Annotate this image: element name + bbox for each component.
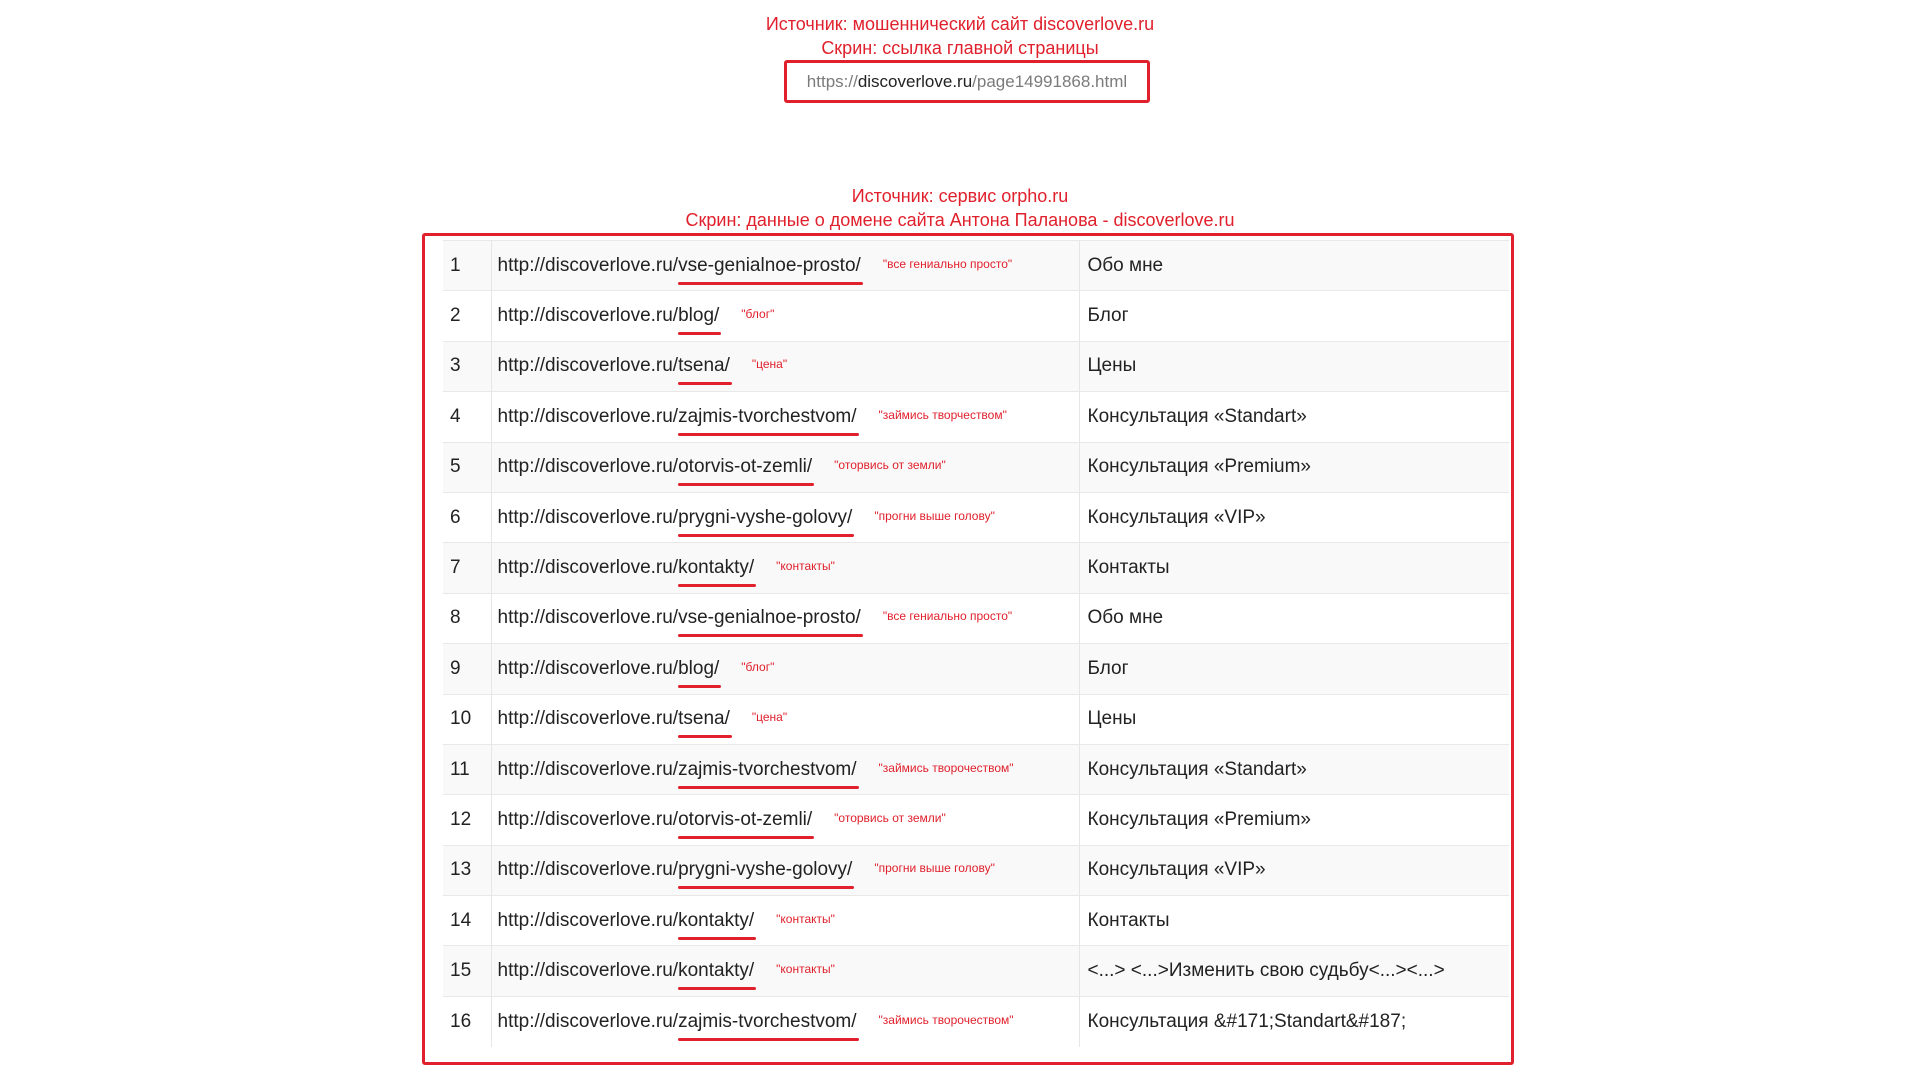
url-path-underlined: blog/: [678, 305, 720, 327]
domain-pages-table: [443, 240, 1509, 1047]
row-page-title: Обо мне: [1079, 593, 1509, 643]
row-page-title: Цены: [1079, 341, 1509, 391]
row-url-cell: [491, 241, 1079, 291]
table-row: [443, 593, 1509, 643]
url-path-underlined: zajmis-tvorchestvom/: [678, 1010, 857, 1032]
url-path: /page14991868.html: [972, 71, 1128, 91]
table-row: [443, 291, 1509, 341]
url-base: http://discoverlove.ru/: [497, 758, 679, 780]
caption-line: Источник: мошеннический сайт discoverlove.ru: [765, 14, 1155, 34]
url-path-underlined: prygni-vyshe-golovy/: [678, 506, 853, 528]
row-url-cell: [491, 341, 1079, 391]
url-base: http://discoverlove.ru/: [497, 456, 679, 478]
url-base: http://discoverlove.ru/: [497, 506, 679, 528]
url-base: http://discoverlove.ru/: [497, 1010, 679, 1032]
row-number: 16: [443, 996, 491, 1046]
table-row: [443, 543, 1509, 593]
row-page-title: Блог: [1079, 291, 1509, 341]
row-number: 12: [443, 795, 491, 845]
table-row: [443, 492, 1509, 542]
url-path-underlined: zajmis-tvorchestvom/: [678, 405, 857, 427]
url-path-underlined: blog/: [678, 657, 720, 679]
url-base: http://discoverlove.ru/: [497, 305, 679, 327]
url-base: http://discoverlove.ru/: [497, 708, 679, 730]
row-number: 15: [443, 946, 491, 996]
row-url-cell: [491, 896, 1079, 946]
url-path-underlined: tsena/: [678, 355, 730, 377]
translation-note: "цена": [751, 710, 788, 725]
translation-note: "оторвись от земли": [834, 458, 946, 473]
table-row: [443, 241, 1509, 291]
url-path-underlined: vse-genialnoe-prosto/: [678, 254, 861, 276]
translation-note: "прогни выше голову": [874, 508, 995, 523]
url-base: http://discoverlove.ru/: [497, 859, 679, 881]
table-row: [443, 896, 1509, 946]
row-page-title: Консультация «Premium»: [1079, 442, 1509, 492]
row-page-title: Консультация «Standart»: [1079, 392, 1509, 442]
row-page-title: Обо мне: [1079, 241, 1509, 291]
row-number: 5: [443, 442, 491, 492]
row-url-cell: [491, 996, 1079, 1046]
translation-note: "контакты": [776, 962, 835, 977]
url-path-underlined: kontakty/: [678, 557, 755, 579]
caption-line: Скрин: ссылка главной страницы: [821, 38, 1099, 58]
url-base: http://discoverlove.ru/: [497, 607, 679, 629]
row-url-cell: [491, 845, 1079, 895]
translation-note: "оторвись от земли": [834, 810, 946, 825]
row-url-cell: [491, 694, 1079, 744]
source-caption-middle: [0, 184, 1920, 232]
url-path-underlined: tsena/: [678, 708, 730, 730]
table-row: [443, 694, 1509, 744]
table-row: [443, 341, 1509, 391]
url-base: http://discoverlove.ru/: [497, 808, 679, 830]
url-base: http://discoverlove.ru/: [497, 960, 679, 982]
caption-line: Скрин: данные о домене сайта Антона Паланова - discoverlove.ru: [685, 210, 1235, 230]
row-number: 2: [443, 291, 491, 341]
url-path-underlined: kontakty/: [678, 909, 755, 931]
url-path-underlined: otorvis-ot-zemli/: [678, 456, 813, 478]
row-page-title: Консультация «VIP»: [1079, 845, 1509, 895]
row-url-cell: [491, 442, 1079, 492]
table-row: [443, 946, 1509, 996]
url-base: http://discoverlove.ru/: [497, 909, 679, 931]
table-row: [443, 442, 1509, 492]
url-base: http://discoverlove.ru/: [497, 355, 679, 377]
url-screenshot-box: [784, 60, 1150, 103]
table-row: [443, 795, 1509, 845]
translation-note: "займись творочеством": [878, 1012, 1014, 1027]
url-path-underlined: prygni-vyshe-golovy/: [678, 859, 853, 881]
row-url-cell: [491, 543, 1079, 593]
row-number: 6: [443, 492, 491, 542]
row-page-title: Контакты: [1079, 543, 1509, 593]
translation-note: "все гениально просто": [882, 256, 1013, 271]
row-url-cell: [491, 946, 1079, 996]
row-number: 14: [443, 896, 491, 946]
table-row: [443, 744, 1509, 794]
row-page-title: Цены: [1079, 694, 1509, 744]
url-domain: discoverlove.ru: [857, 71, 973, 91]
translation-note: "блог": [741, 659, 775, 674]
url-path-underlined: zajmis-tvorchestvom/: [678, 758, 857, 780]
row-url-cell: [491, 291, 1079, 341]
table-row: [443, 644, 1509, 694]
row-number: 11: [443, 744, 491, 794]
row-number: 1: [443, 241, 491, 291]
url-path-underlined: otorvis-ot-zemli/: [678, 808, 813, 830]
row-url-cell: [491, 744, 1079, 794]
row-page-title: Консультация «Standart»: [1079, 744, 1509, 794]
caption-line: Источник: сервис orpho.ru: [851, 186, 1069, 206]
translation-note: "контакты": [776, 911, 835, 926]
row-number: 10: [443, 694, 491, 744]
row-url-cell: [491, 593, 1079, 643]
row-page-title: Консультация «Premium»: [1079, 795, 1509, 845]
row-url-cell: [491, 795, 1079, 845]
translation-note: "блог": [741, 307, 775, 322]
translation-note: "цена": [751, 357, 788, 372]
row-number: 9: [443, 644, 491, 694]
translation-note: "займись творочеством": [878, 760, 1014, 775]
row-page-title: Контакты: [1079, 896, 1509, 946]
row-number: 3: [443, 341, 491, 391]
row-page-title: <...> <...>Изменить свою судьбу<...><...>: [1079, 946, 1509, 996]
row-number: 8: [443, 593, 491, 643]
row-page-title: Блог: [1079, 644, 1509, 694]
url-base: http://discoverlove.ru/: [497, 405, 679, 427]
translation-note: "контакты": [776, 559, 835, 574]
row-number: 13: [443, 845, 491, 895]
row-number: 7: [443, 543, 491, 593]
translation-note: "займись творчеством": [878, 407, 1007, 422]
translation-note: "прогни выше голову": [874, 861, 995, 876]
url-scheme: https://: [806, 71, 858, 91]
url-path-underlined: kontakty/: [678, 960, 755, 982]
row-page-title: Консультация «VIP»: [1079, 492, 1509, 542]
row-number: 4: [443, 392, 491, 442]
url-path-underlined: vse-genialnoe-prosto/: [678, 607, 861, 629]
url-base: http://discoverlove.ru/: [497, 254, 679, 276]
table-row: [443, 845, 1509, 895]
url-base: http://discoverlove.ru/: [497, 557, 679, 579]
url-base: http://discoverlove.ru/: [497, 657, 679, 679]
row-url-cell: [491, 392, 1079, 442]
translation-note: "все гениально просто": [882, 609, 1013, 624]
source-caption-top: [0, 12, 1920, 60]
row-url-cell: [491, 492, 1079, 542]
table-row: [443, 392, 1509, 442]
row-url-cell: [491, 644, 1079, 694]
domain-pages-frame: [422, 233, 1514, 1065]
row-page-title: Консультация &#171;Standart&#187;: [1079, 996, 1509, 1046]
table-row: [443, 996, 1509, 1046]
